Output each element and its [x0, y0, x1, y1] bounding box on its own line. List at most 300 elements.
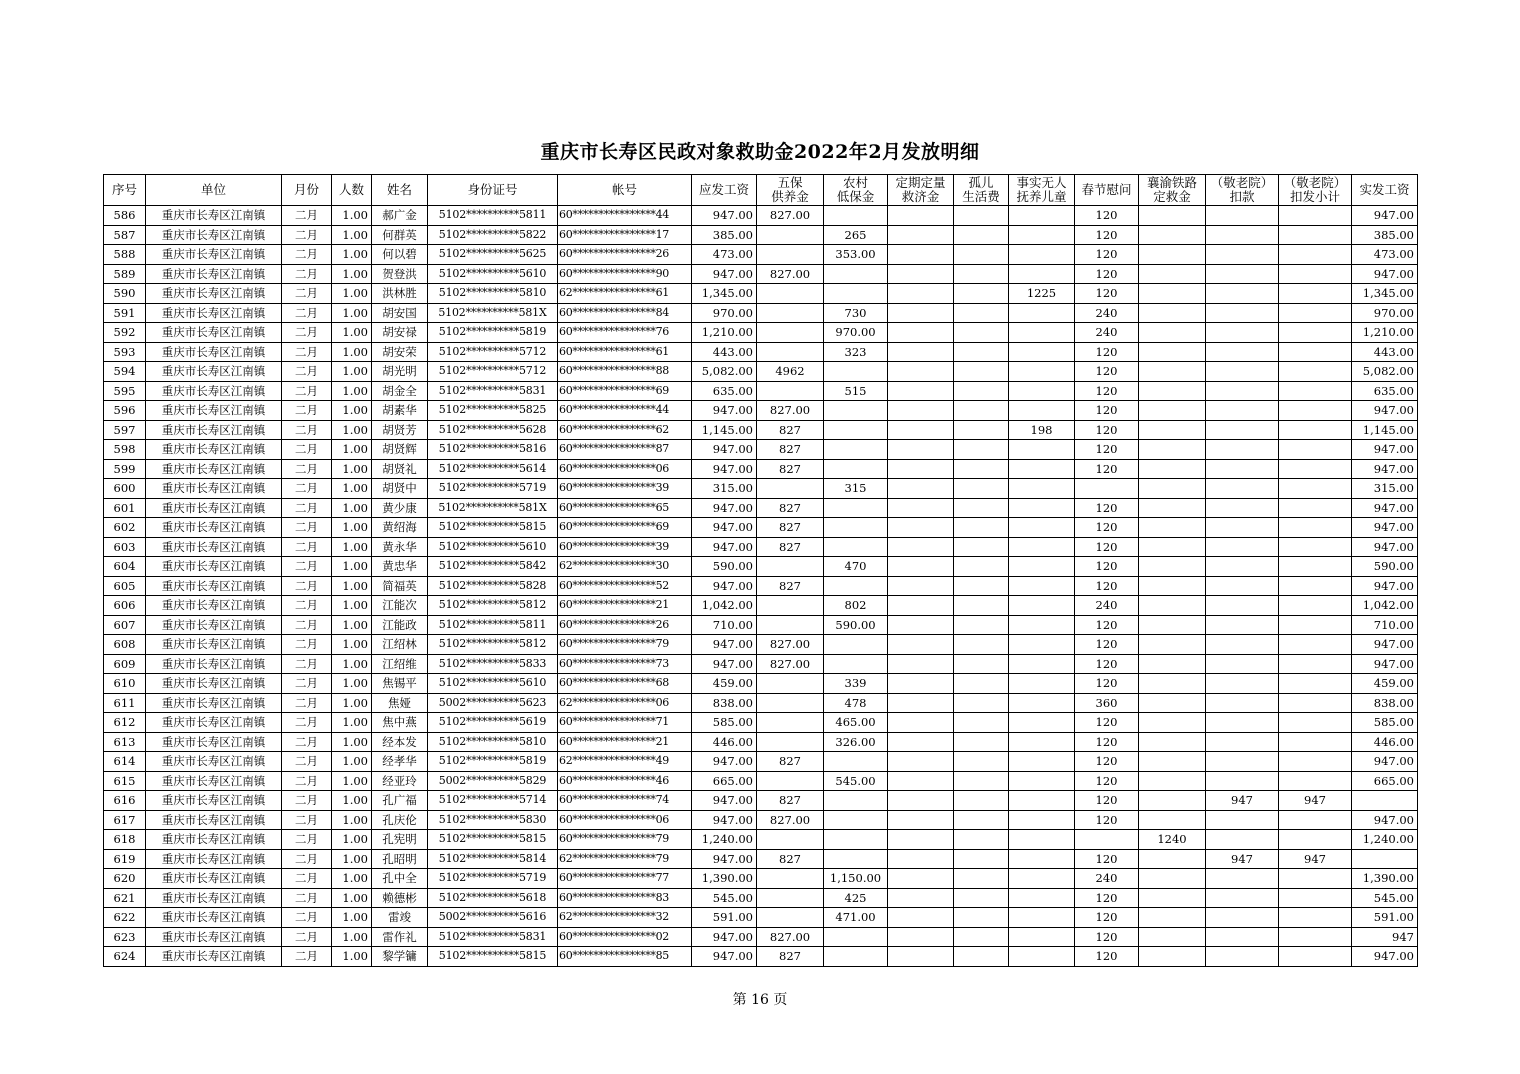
- header-count: [332, 175, 372, 206]
- header-line: 事实无人: [1016, 175, 1067, 190]
- cell-seq: 607: [104, 615, 146, 635]
- cell-net-pay: 947.00: [1352, 498, 1418, 518]
- cell-name: 焦中燕: [372, 713, 428, 733]
- cell-id-number: 5102**********5714: [428, 791, 558, 811]
- cell-gross-pay: 947.00: [692, 635, 757, 655]
- cell-rural-dibao: 323: [824, 342, 888, 362]
- cell-xiangyu-railway-relief: [1139, 810, 1206, 830]
- cell-account: 62****************49: [558, 752, 692, 772]
- cell-rural-dibao: 970.00: [824, 323, 888, 343]
- cell-month: 二月: [282, 518, 332, 538]
- cell-orphan-living: [954, 323, 1009, 343]
- cell-nursing-home-deduction-subtotal: [1279, 752, 1352, 772]
- cell-unit: 重庆市长寿区江南镇: [146, 303, 282, 323]
- cell-wubao-support: 827.00: [757, 206, 824, 226]
- cell-spring-festival-condolence: 120: [1075, 810, 1139, 830]
- cell-nursing-home-deduction: [1206, 381, 1279, 401]
- cell-orphan-living: [954, 362, 1009, 382]
- cell-count: 1.00: [332, 713, 372, 733]
- cell-month: 二月: [282, 674, 332, 694]
- cell-gross-pay: 947.00: [692, 206, 757, 226]
- cell-count: 1.00: [332, 264, 372, 284]
- cell-orphan-living: [954, 830, 1009, 850]
- cell-nursing-home-deduction-subtotal: [1279, 908, 1352, 928]
- cell-xiangyu-railway-relief: [1139, 576, 1206, 596]
- cell-orphan-living: [954, 264, 1009, 284]
- cell-month: 二月: [282, 615, 332, 635]
- cell-orphan-living: [954, 752, 1009, 772]
- cell-unit: 重庆市长寿区江南镇: [146, 401, 282, 421]
- cell-spring-festival-condolence: 240: [1075, 596, 1139, 616]
- cell-nursing-home-deduction-subtotal: [1279, 732, 1352, 752]
- cell-net-pay: 947.00: [1352, 518, 1418, 538]
- cell-month: 二月: [282, 927, 332, 947]
- cell-nursing-home-deduction: [1206, 771, 1279, 791]
- cell-nursing-home-deduction: [1206, 303, 1279, 323]
- cell-rural-dibao: [824, 401, 888, 421]
- cell-de-facto-orphan: 198: [1009, 420, 1075, 440]
- cell-regular-relief: [888, 615, 954, 635]
- cell-wubao-support: [757, 615, 824, 635]
- cell-nursing-home-deduction-subtotal: [1279, 518, 1352, 538]
- cell-nursing-home-deduction: [1206, 674, 1279, 694]
- cell-regular-relief: [888, 732, 954, 752]
- cell-account: 60****************74: [558, 791, 692, 811]
- cell-name: 胡贤芳: [372, 420, 428, 440]
- cell-xiangyu-railway-relief: [1139, 752, 1206, 772]
- cell-month: 二月: [282, 576, 332, 596]
- cell-nursing-home-deduction: [1206, 264, 1279, 284]
- cell-gross-pay: 970.00: [692, 303, 757, 323]
- cell-count: 1.00: [332, 869, 372, 889]
- cell-wubao-support: [757, 596, 824, 616]
- cell-month: 二月: [282, 791, 332, 811]
- cell-id-number: 5102**********5610: [428, 264, 558, 284]
- cell-nursing-home-deduction: [1206, 498, 1279, 518]
- table-row: [104, 771, 1418, 791]
- header-id-number: [428, 175, 558, 206]
- cell-net-pay: 1,390.00: [1352, 869, 1418, 889]
- cell-gross-pay: 1,145.00: [692, 420, 757, 440]
- cell-spring-festival-condolence: 240: [1075, 303, 1139, 323]
- cell-xiangyu-railway-relief: [1139, 381, 1206, 401]
- cell-regular-relief: [888, 440, 954, 460]
- cell-nursing-home-deduction-subtotal: [1279, 888, 1352, 908]
- page-title: 重庆市长寿区民政对象救助金2022年2月发放明细: [540, 141, 980, 163]
- cell-nursing-home-deduction: [1206, 576, 1279, 596]
- cell-unit: 重庆市长寿区江南镇: [146, 927, 282, 947]
- cell-spring-festival-condolence: 120: [1075, 849, 1139, 869]
- relief-fund-table: [103, 174, 1418, 967]
- cell-net-pay: 947.00: [1352, 947, 1418, 967]
- cell-nursing-home-deduction: [1206, 440, 1279, 460]
- cell-nursing-home-deduction: [1206, 479, 1279, 499]
- cell-regular-relief: [888, 206, 954, 226]
- cell-gross-pay: 947.00: [692, 401, 757, 421]
- cell-orphan-living: [954, 849, 1009, 869]
- cell-nursing-home-deduction: [1206, 225, 1279, 245]
- header-line: 抚养儿童: [1016, 189, 1067, 204]
- cell-unit: 重庆市长寿区江南镇: [146, 420, 282, 440]
- cell-spring-festival-condolence: 120: [1075, 557, 1139, 577]
- cell-gross-pay: 838.00: [692, 693, 757, 713]
- cell-month: 二月: [282, 693, 332, 713]
- cell-net-pay: 473.00: [1352, 245, 1418, 265]
- cell-spring-festival-condolence: 120: [1075, 225, 1139, 245]
- cell-account: 60****************87: [558, 440, 692, 460]
- cell-gross-pay: 5,082.00: [692, 362, 757, 382]
- cell-orphan-living: [954, 206, 1009, 226]
- cell-count: 1.00: [332, 225, 372, 245]
- cell-id-number: 5102**********5842: [428, 557, 558, 577]
- cell-account: 60****************39: [558, 479, 692, 499]
- cell-gross-pay: 947.00: [692, 440, 757, 460]
- cell-net-pay: 947.00: [1352, 635, 1418, 655]
- cell-wubao-support: [757, 557, 824, 577]
- cell-month: 二月: [282, 810, 332, 830]
- cell-name: 焦娅: [372, 693, 428, 713]
- cell-account: 60****************88: [558, 362, 692, 382]
- cell-name: 江能次: [372, 596, 428, 616]
- cell-unit: 重庆市长寿区江南镇: [146, 596, 282, 616]
- cell-spring-festival-condolence: 120: [1075, 401, 1139, 421]
- cell-month: 二月: [282, 947, 332, 967]
- cell-id-number: 5102**********5812: [428, 596, 558, 616]
- cell-wubao-support: 4962: [757, 362, 824, 382]
- cell-count: 1.00: [332, 401, 372, 421]
- cell-spring-festival-condolence: 120: [1075, 537, 1139, 557]
- cell-month: 二月: [282, 420, 332, 440]
- cell-account: 60****************79: [558, 830, 692, 850]
- cell-xiangyu-railway-relief: [1139, 791, 1206, 811]
- cell-nursing-home-deduction: [1206, 908, 1279, 928]
- cell-count: 1.00: [332, 888, 372, 908]
- cell-seq: 604: [104, 557, 146, 577]
- cell-count: 1.00: [332, 752, 372, 772]
- cell-nursing-home-deduction-subtotal: [1279, 303, 1352, 323]
- cell-month: 二月: [282, 440, 332, 460]
- cell-seq: 622: [104, 908, 146, 928]
- cell-de-facto-orphan: [1009, 498, 1075, 518]
- cell-nursing-home-deduction-subtotal: [1279, 869, 1352, 889]
- cell-xiangyu-railway-relief: [1139, 401, 1206, 421]
- cell-seq: 608: [104, 635, 146, 655]
- table-row: [104, 869, 1418, 889]
- cell-de-facto-orphan: [1009, 459, 1075, 479]
- cell-rural-dibao: [824, 635, 888, 655]
- cell-count: 1.00: [332, 576, 372, 596]
- cell-xiangyu-railway-relief: [1139, 362, 1206, 382]
- cell-regular-relief: [888, 264, 954, 284]
- cell-unit: 重庆市长寿区江南镇: [146, 888, 282, 908]
- cell-name: 洪林胜: [372, 284, 428, 304]
- cell-net-pay: 1,145.00: [1352, 420, 1418, 440]
- cell-name: 简福英: [372, 576, 428, 596]
- cell-account: 62****************61: [558, 284, 692, 304]
- header-line: 姓名: [386, 182, 412, 197]
- cell-account: 60****************71: [558, 713, 692, 733]
- cell-net-pay: 947.00: [1352, 206, 1418, 226]
- cell-count: 1.00: [332, 459, 372, 479]
- table-row: [104, 401, 1418, 421]
- cell-name: 何群英: [372, 225, 428, 245]
- cell-orphan-living: [954, 498, 1009, 518]
- cell-name: 胡贤中: [372, 479, 428, 499]
- cell-rural-dibao: 465.00: [824, 713, 888, 733]
- table-row: [104, 479, 1418, 499]
- cell-wubao-support: 827.00: [757, 927, 824, 947]
- cell-spring-festival-condolence: 120: [1075, 927, 1139, 947]
- cell-count: 1.00: [332, 810, 372, 830]
- cell-account: 60****************26: [558, 245, 692, 265]
- cell-wubao-support: [757, 732, 824, 752]
- table-row: [104, 245, 1418, 265]
- cell-orphan-living: [954, 810, 1009, 830]
- cell-nursing-home-deduction-subtotal: [1279, 479, 1352, 499]
- cell-unit: 重庆市长寿区江南镇: [146, 830, 282, 850]
- cell-seq: 619: [104, 849, 146, 869]
- cell-net-pay: 947.00: [1352, 537, 1418, 557]
- cell-rural-dibao: [824, 518, 888, 538]
- cell-wubao-support: [757, 771, 824, 791]
- cell-month: 二月: [282, 888, 332, 908]
- cell-regular-relief: [888, 303, 954, 323]
- header-line: 低保金: [836, 189, 875, 204]
- cell-id-number: 5102**********5811: [428, 206, 558, 226]
- cell-id-number: 5102**********5610: [428, 674, 558, 694]
- cell-gross-pay: 947.00: [692, 810, 757, 830]
- cell-regular-relief: [888, 284, 954, 304]
- cell-xiangyu-railway-relief: [1139, 849, 1206, 869]
- table-row: [104, 576, 1418, 596]
- cell-net-pay: 1,042.00: [1352, 596, 1418, 616]
- cell-nursing-home-deduction: [1206, 654, 1279, 674]
- cell-wubao-support: [757, 284, 824, 304]
- cell-name: 孔中全: [372, 869, 428, 889]
- cell-month: 二月: [282, 264, 332, 284]
- cell-rural-dibao: 1,150.00: [824, 869, 888, 889]
- cell-net-pay: 385.00: [1352, 225, 1418, 245]
- cell-unit: 重庆市长寿区江南镇: [146, 518, 282, 538]
- cell-xiangyu-railway-relief: [1139, 869, 1206, 889]
- header-line: 帐号: [611, 182, 637, 197]
- cell-wubao-support: 827: [757, 420, 824, 440]
- header-wubao-support: [757, 175, 824, 206]
- table-row: [104, 791, 1418, 811]
- cell-de-facto-orphan: [1009, 732, 1075, 752]
- cell-nursing-home-deduction: [1206, 810, 1279, 830]
- cell-seq: 615: [104, 771, 146, 791]
- cell-id-number: 5102**********5812: [428, 635, 558, 655]
- cell-orphan-living: [954, 557, 1009, 577]
- cell-seq: 600: [104, 479, 146, 499]
- cell-orphan-living: [954, 303, 1009, 323]
- cell-name: 胡金全: [372, 381, 428, 401]
- table-row: [104, 849, 1418, 869]
- cell-id-number: 5102**********5819: [428, 752, 558, 772]
- table-row: [104, 947, 1418, 967]
- cell-de-facto-orphan: [1009, 888, 1075, 908]
- cell-rural-dibao: 471.00: [824, 908, 888, 928]
- cell-count: 1.00: [332, 420, 372, 440]
- cell-count: 1.00: [332, 927, 372, 947]
- cell-xiangyu-railway-relief: [1139, 888, 1206, 908]
- cell-rural-dibao: [824, 264, 888, 284]
- cell-count: 1.00: [332, 518, 372, 538]
- cell-de-facto-orphan: [1009, 713, 1075, 733]
- table-row: [104, 596, 1418, 616]
- header-nursing-home-deduction-subtotal: [1279, 175, 1352, 206]
- cell-unit: 重庆市长寿区江南镇: [146, 576, 282, 596]
- cell-regular-relief: [888, 908, 954, 928]
- cell-rural-dibao: [824, 459, 888, 479]
- cell-rural-dibao: 339: [824, 674, 888, 694]
- cell-nursing-home-deduction-subtotal: [1279, 830, 1352, 850]
- cell-gross-pay: 947.00: [692, 849, 757, 869]
- cell-gross-pay: 710.00: [692, 615, 757, 635]
- table-row: [104, 888, 1418, 908]
- cell-de-facto-orphan: 1225: [1009, 284, 1075, 304]
- cell-seq: 591: [104, 303, 146, 323]
- cell-de-facto-orphan: [1009, 225, 1075, 245]
- cell-net-pay: 838.00: [1352, 693, 1418, 713]
- cell-seq: 598: [104, 440, 146, 460]
- cell-de-facto-orphan: [1009, 693, 1075, 713]
- cell-orphan-living: [954, 537, 1009, 557]
- cell-nursing-home-deduction-subtotal: [1279, 245, 1352, 265]
- cell-gross-pay: 1,345.00: [692, 284, 757, 304]
- cell-de-facto-orphan: [1009, 245, 1075, 265]
- cell-id-number: 5102**********5831: [428, 927, 558, 947]
- cell-nursing-home-deduction: [1206, 401, 1279, 421]
- cell-unit: 重庆市长寿区江南镇: [146, 284, 282, 304]
- cell-xiangyu-railway-relief: [1139, 459, 1206, 479]
- cell-orphan-living: [954, 284, 1009, 304]
- cell-nursing-home-deduction: 947: [1206, 849, 1279, 869]
- cell-account: 60****************39: [558, 537, 692, 557]
- cell-count: 1.00: [332, 908, 372, 928]
- cell-nursing-home-deduction-subtotal: [1279, 927, 1352, 947]
- cell-month: 二月: [282, 908, 332, 928]
- cell-nursing-home-deduction: [1206, 459, 1279, 479]
- header-seq: [104, 175, 146, 206]
- cell-month: 二月: [282, 830, 332, 850]
- table-row: [104, 810, 1418, 830]
- cell-account: 60****************61: [558, 342, 692, 362]
- cell-orphan-living: [954, 615, 1009, 635]
- cell-unit: 重庆市长寿区江南镇: [146, 362, 282, 382]
- cell-rural-dibao: [824, 498, 888, 518]
- cell-gross-pay: 473.00: [692, 245, 757, 265]
- table-row: [104, 323, 1418, 343]
- cell-month: 二月: [282, 342, 332, 362]
- header-line: （敬老院）: [1210, 175, 1274, 190]
- cell-month: 二月: [282, 557, 332, 577]
- cell-de-facto-orphan: [1009, 927, 1075, 947]
- cell-name: 贺登洪: [372, 264, 428, 284]
- page-number: 第 16 页: [732, 992, 788, 1008]
- cell-nursing-home-deduction: [1206, 615, 1279, 635]
- cell-regular-relief: [888, 927, 954, 947]
- header-line: 序号: [111, 182, 137, 197]
- table-row: [104, 635, 1418, 655]
- cell-spring-festival-condolence: 120: [1075, 245, 1139, 265]
- cell-seq: 586: [104, 206, 146, 226]
- header-month: [282, 175, 332, 206]
- cell-spring-festival-condolence: [1075, 479, 1139, 499]
- cell-orphan-living: [954, 342, 1009, 362]
- cell-xiangyu-railway-relief: [1139, 713, 1206, 733]
- cell-rural-dibao: [824, 654, 888, 674]
- cell-wubao-support: [757, 713, 824, 733]
- table-row: [104, 264, 1418, 284]
- table-row: [104, 459, 1418, 479]
- cell-gross-pay: 590.00: [692, 557, 757, 577]
- cell-xiangyu-railway-relief: [1139, 947, 1206, 967]
- cell-unit: 重庆市长寿区江南镇: [146, 654, 282, 674]
- cell-wubao-support: [757, 225, 824, 245]
- cell-de-facto-orphan: [1009, 635, 1075, 655]
- cell-seq: 596: [104, 401, 146, 421]
- cell-account: 60****************84: [558, 303, 692, 323]
- header-line: 生活费: [962, 189, 1000, 204]
- cell-unit: 重庆市长寿区江南镇: [146, 771, 282, 791]
- cell-id-number: 5102**********5619: [428, 713, 558, 733]
- cell-seq: 589: [104, 264, 146, 284]
- cell-xiangyu-railway-relief: [1139, 479, 1206, 499]
- cell-account: 62****************32: [558, 908, 692, 928]
- cell-regular-relief: [888, 596, 954, 616]
- cell-account: 60****************52: [558, 576, 692, 596]
- cell-de-facto-orphan: [1009, 947, 1075, 967]
- cell-nursing-home-deduction-subtotal: [1279, 693, 1352, 713]
- header-de-facto-orphan: [1009, 175, 1075, 206]
- header-line: 身份证号: [467, 182, 518, 197]
- cell-xiangyu-railway-relief: [1139, 206, 1206, 226]
- cell-id-number: 5002**********5829: [428, 771, 558, 791]
- cell-count: 1.00: [332, 596, 372, 616]
- cell-spring-festival-condolence: 120: [1075, 264, 1139, 284]
- cell-net-pay: 5,082.00: [1352, 362, 1418, 382]
- cell-orphan-living: [954, 635, 1009, 655]
- cell-unit: 重庆市长寿区江南镇: [146, 206, 282, 226]
- cell-id-number: 5102**********5831: [428, 381, 558, 401]
- cell-de-facto-orphan: [1009, 264, 1075, 284]
- cell-spring-festival-condolence: 120: [1075, 342, 1139, 362]
- header-net-pay: [1352, 175, 1418, 206]
- cell-regular-relief: [888, 245, 954, 265]
- header-line: 春节慰问: [1081, 182, 1132, 197]
- cell-nursing-home-deduction: [1206, 323, 1279, 343]
- cell-de-facto-orphan: [1009, 908, 1075, 928]
- cell-regular-relief: [888, 401, 954, 421]
- cell-nursing-home-deduction-subtotal: [1279, 284, 1352, 304]
- cell-month: 二月: [282, 771, 332, 791]
- cell-seq: 616: [104, 791, 146, 811]
- cell-orphan-living: [954, 927, 1009, 947]
- cell-de-facto-orphan: [1009, 810, 1075, 830]
- cell-spring-festival-condolence: 120: [1075, 888, 1139, 908]
- cell-nursing-home-deduction-subtotal: 947: [1279, 791, 1352, 811]
- cell-rural-dibao: [824, 537, 888, 557]
- cell-rural-dibao: [824, 830, 888, 850]
- cell-nursing-home-deduction-subtotal: [1279, 342, 1352, 362]
- cell-net-pay: 947.00: [1352, 264, 1418, 284]
- cell-count: 1.00: [332, 245, 372, 265]
- cell-de-facto-orphan: [1009, 576, 1075, 596]
- table-row: [104, 284, 1418, 304]
- cell-de-facto-orphan: [1009, 537, 1075, 557]
